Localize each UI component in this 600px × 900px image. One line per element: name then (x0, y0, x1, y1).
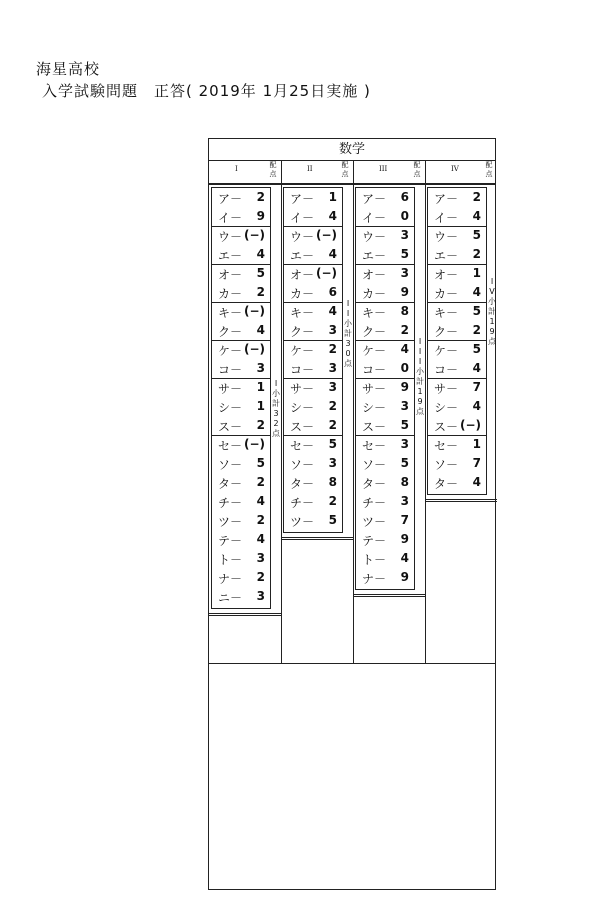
answer-label: エ－ (362, 249, 387, 263)
answer-value: 4 (256, 532, 265, 546)
answer-value: 2 (400, 323, 409, 337)
answer-value: 2 (472, 247, 481, 261)
answer-value: (−) (243, 437, 265, 451)
answer-value: 9 (400, 380, 409, 394)
answer-label: ク－ (218, 325, 243, 339)
points-header: 配 点 (341, 161, 349, 178)
answer-label: ク－ (434, 325, 459, 339)
section-end-line (209, 613, 281, 616)
group-divider (284, 435, 342, 436)
answer-value: 3 (400, 437, 409, 451)
answer-label: ケ－ (218, 344, 243, 358)
section-header-row (209, 161, 495, 185)
answer-value: 4 (256, 494, 265, 508)
answer-label: チ－ (362, 496, 387, 510)
answer-value: 2 (328, 342, 337, 356)
answer-label: ナ－ (362, 572, 387, 586)
section-numeral: I (235, 165, 238, 173)
answer-label: カ－ (434, 287, 459, 301)
group-divider (284, 264, 342, 265)
column-divider (425, 161, 426, 663)
answer-value: 7 (472, 456, 481, 470)
section-subtotal: I I 小 計 3 0 点 (344, 299, 352, 368)
answer-value: 8 (400, 475, 409, 489)
answer-value: (−) (243, 304, 265, 318)
sheet-bottom-divider (209, 663, 495, 664)
answer-label: ク－ (290, 325, 315, 339)
column-divider (353, 161, 354, 663)
answer-value: 5 (256, 456, 265, 470)
answer-value: 2 (256, 190, 265, 204)
answer-value: 2 (256, 475, 265, 489)
answer-label: シ－ (362, 401, 387, 415)
group-divider (212, 378, 270, 379)
answer-label: エ－ (218, 249, 243, 263)
points-header: 配 点 (413, 161, 421, 178)
answer-label: キ－ (290, 306, 315, 320)
section-subtotal: I I I 小 計 1 9 点 (416, 337, 424, 416)
answer-value: 5 (328, 513, 337, 527)
answer-value: 5 (472, 304, 481, 318)
answer-value: 6 (400, 190, 409, 204)
answer-label: ト－ (362, 553, 387, 567)
school-name: 海星高校 (36, 60, 101, 78)
answer-value: 4 (328, 304, 337, 318)
answer-label: キ－ (362, 306, 387, 320)
answer-value: (−) (243, 228, 265, 242)
answer-label: ウ－ (362, 230, 387, 244)
answer-value: 5 (328, 437, 337, 451)
answer-value: 8 (328, 475, 337, 489)
answer-value: 4 (328, 247, 337, 261)
answer-label: イ－ (434, 211, 459, 225)
answer-label: サ－ (362, 382, 387, 396)
answer-value: (−) (315, 228, 337, 242)
answer-value: 4 (400, 551, 409, 565)
group-divider (428, 435, 486, 436)
answer-label: コ－ (434, 363, 459, 377)
answer-label: キ－ (218, 306, 243, 320)
answer-value: (−) (243, 342, 265, 356)
answer-label: オ－ (290, 268, 315, 282)
answer-label: ソ－ (362, 458, 387, 472)
answer-label: ケ－ (434, 344, 459, 358)
answer-label: サ－ (290, 382, 315, 396)
answer-value: 3 (328, 456, 337, 470)
answer-label: ニ－ (218, 591, 243, 605)
answer-label: タ－ (434, 477, 459, 491)
answer-label: ス－ (434, 420, 459, 434)
section-subtotal: I V 小 計 1 9 点 (488, 277, 496, 346)
answer-value: 2 (256, 418, 265, 432)
group-divider (356, 340, 414, 341)
answer-label: シ－ (290, 401, 315, 415)
answer-label: ウ－ (434, 230, 459, 244)
answer-label: ソ－ (290, 458, 315, 472)
answer-value: 3 (400, 399, 409, 413)
answer-value: 0 (400, 361, 409, 375)
section-end-line (425, 499, 497, 502)
answer-value: 5 (256, 266, 265, 280)
group-divider (284, 378, 342, 379)
answer-box-section-1 (211, 187, 271, 609)
answer-label: カ－ (290, 287, 315, 301)
group-divider (212, 302, 270, 303)
answer-label: イ－ (362, 211, 387, 225)
answer-label: イ－ (290, 211, 315, 225)
answer-value: 3 (328, 361, 337, 375)
subject-title: 数学 (209, 139, 495, 161)
answer-value: 5 (472, 228, 481, 242)
answer-value: 5 (400, 247, 409, 261)
answer-label: ウ－ (290, 230, 315, 244)
answer-value: 3 (400, 266, 409, 280)
answer-label: オ－ (434, 268, 459, 282)
answer-value: 4 (328, 209, 337, 223)
column-divider (281, 161, 282, 663)
answer-label: ケ－ (290, 344, 315, 358)
answer-label: テ－ (362, 534, 387, 548)
answer-label: ツ－ (218, 515, 243, 529)
answer-value: 4 (472, 361, 481, 375)
answer-value: 1 (256, 399, 265, 413)
answer-value: 2 (256, 570, 265, 584)
answer-value: 2 (472, 190, 481, 204)
section-end-line (281, 537, 353, 540)
group-divider (356, 264, 414, 265)
group-divider (356, 302, 414, 303)
points-header: 配 点 (485, 161, 493, 178)
answer-label: ツ－ (290, 515, 315, 529)
group-divider (356, 226, 414, 227)
answer-label: セ－ (290, 439, 315, 453)
group-divider (212, 435, 270, 436)
answer-value: 4 (472, 399, 481, 413)
answer-label: ケ－ (362, 344, 387, 358)
answer-value: 4 (472, 475, 481, 489)
answer-value: 9 (400, 285, 409, 299)
answer-label: ナ－ (218, 572, 243, 586)
answer-box-section-2 (283, 187, 343, 533)
answer-value: 1 (256, 380, 265, 394)
section-subtotal: I 小 計 3 2 点 (272, 379, 280, 438)
group-divider (212, 226, 270, 227)
answer-label: タ－ (362, 477, 387, 491)
answer-value: 3 (400, 494, 409, 508)
answer-label: ア－ (290, 192, 315, 206)
answer-label: イ－ (218, 211, 243, 225)
answer-label: エ－ (290, 249, 315, 263)
answer-label: エ－ (434, 249, 459, 263)
answer-value: 3 (328, 323, 337, 337)
answer-label: セ－ (434, 439, 459, 453)
answer-label: テ－ (218, 534, 243, 548)
answer-value: 4 (256, 323, 265, 337)
answer-value: 3 (256, 589, 265, 603)
answer-value: 2 (472, 323, 481, 337)
answer-label: ス－ (290, 420, 315, 434)
answer-value: 2 (328, 418, 337, 432)
answer-box-section-4 (427, 187, 487, 495)
points-header: 配 点 (269, 161, 277, 178)
answer-value: 5 (400, 456, 409, 470)
answer-value: 2 (256, 513, 265, 527)
answer-value: 4 (256, 247, 265, 261)
answer-label: キ－ (434, 306, 459, 320)
answer-value: 6 (328, 285, 337, 299)
group-divider (212, 340, 270, 341)
answer-label: サ－ (434, 382, 459, 396)
answer-label: セ－ (362, 439, 387, 453)
group-divider (284, 226, 342, 227)
answer-label: オ－ (362, 268, 387, 282)
section-numeral: II (307, 165, 313, 173)
answer-value: 3 (256, 361, 265, 375)
answer-label: コ－ (218, 363, 243, 377)
exam-title: 入学試験問題 正答( 2019年 1月25日実施 ) (42, 82, 371, 100)
answer-value: 7 (472, 380, 481, 394)
group-divider (356, 378, 414, 379)
answer-label: ソ－ (434, 458, 459, 472)
answer-label: ス－ (362, 420, 387, 434)
answer-label: オ－ (218, 268, 243, 282)
answer-value: 3 (256, 551, 265, 565)
answer-value: 2 (256, 285, 265, 299)
group-divider (284, 302, 342, 303)
answer-label: ツ－ (362, 515, 387, 529)
answer-value: (−) (459, 418, 481, 432)
answer-value: 1 (472, 437, 481, 451)
answer-label: シ－ (434, 401, 459, 415)
answer-label: コ－ (362, 363, 387, 377)
answer-value: 4 (472, 285, 481, 299)
answer-value: 4 (400, 342, 409, 356)
answer-label: タ－ (218, 477, 243, 491)
answer-value: 2 (328, 399, 337, 413)
answer-value: 8 (400, 304, 409, 318)
group-divider (284, 340, 342, 341)
answer-label: チ－ (218, 496, 243, 510)
group-divider (428, 264, 486, 265)
answer-value: 9 (256, 209, 265, 223)
answer-value: 5 (472, 342, 481, 356)
answer-value: 1 (472, 266, 481, 280)
section-numeral: III (379, 165, 388, 173)
answer-value: (−) (315, 266, 337, 280)
answer-label: コ－ (290, 363, 315, 377)
group-divider (212, 264, 270, 265)
group-divider (356, 435, 414, 436)
answer-value: 7 (400, 513, 409, 527)
answer-label: シ－ (218, 401, 243, 415)
answer-sheet (208, 138, 496, 890)
answer-label: ア－ (434, 192, 459, 206)
answer-value: 2 (328, 494, 337, 508)
answer-label: ト－ (218, 553, 243, 567)
group-divider (428, 302, 486, 303)
group-divider (428, 340, 486, 341)
answer-label: ウ－ (218, 230, 243, 244)
answer-value: 1 (328, 190, 337, 204)
answer-value: 9 (400, 570, 409, 584)
answer-label: カ－ (218, 287, 243, 301)
answer-label: サ－ (218, 382, 243, 396)
answer-value: 3 (400, 228, 409, 242)
answer-label: ア－ (218, 192, 243, 206)
answer-value: 0 (400, 209, 409, 223)
answer-value: 4 (472, 209, 481, 223)
section-numeral: IV (451, 165, 459, 173)
answer-label: カ－ (362, 287, 387, 301)
answer-value: 9 (400, 532, 409, 546)
answer-label: ソ－ (218, 458, 243, 472)
answer-label: セ－ (218, 439, 243, 453)
group-divider (428, 378, 486, 379)
answer-value: 5 (400, 418, 409, 432)
answer-label: ク－ (362, 325, 387, 339)
answer-label: ス－ (218, 420, 243, 434)
group-divider (428, 226, 486, 227)
answer-label: ア－ (362, 192, 387, 206)
answer-label: タ－ (290, 477, 315, 491)
answer-label: チ－ (290, 496, 315, 510)
section-end-line (353, 594, 425, 597)
answer-value: 3 (328, 380, 337, 394)
answer-box-section-3 (355, 187, 415, 590)
